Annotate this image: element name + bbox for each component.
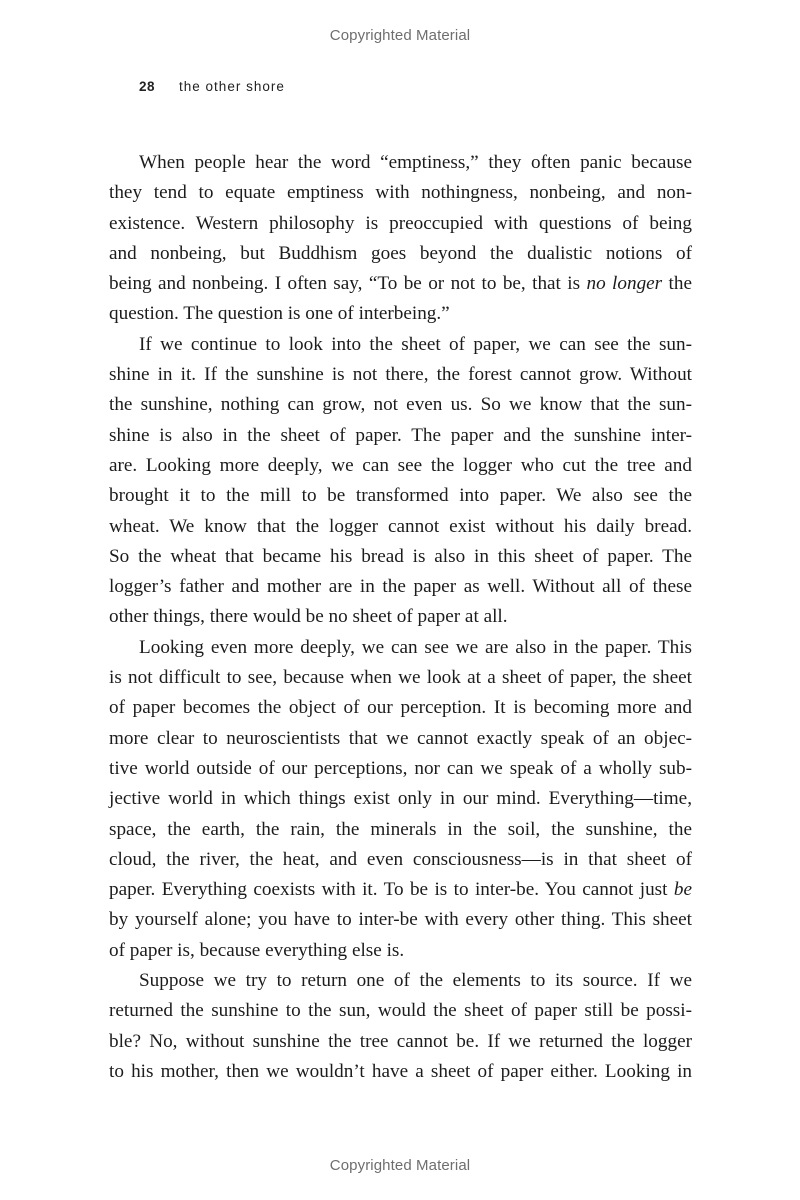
page-number: 28 (139, 79, 156, 94)
text-run: Suppose we try to return one of the elements to its source. If we (139, 970, 692, 992)
text-run: being and nonbeing. I often say, “To be or not to be, that is (109, 273, 587, 295)
text-run: brought it to the mill to be transformed into paper. We also see the (109, 485, 692, 507)
text-run: and nonbeing, but Buddhism goes beyond the dualistic notions of (109, 242, 692, 264)
text-line (109, 905, 692, 935)
text-run: ble? No, without sunshine the tree cannot be. If we returned the logger (109, 1030, 692, 1052)
text-line (109, 602, 692, 632)
text-run: are. Looking more deeply, we can see the logger who cut the tree and (109, 454, 692, 476)
paragraph (109, 966, 692, 1087)
text-run: existence. Western philosophy is preoccupied with questions of being (109, 212, 692, 234)
text-line (109, 178, 692, 208)
text-line (109, 421, 692, 451)
text-run: shine in it. If the sunshine is not there, the forest cannot grow. Without (109, 364, 692, 386)
text-run: cloud, the river, the heat, and even consciousness—is in that sheet of (109, 848, 692, 870)
text-run: the (662, 273, 692, 295)
text-line (109, 845, 692, 875)
paragraph (109, 330, 692, 633)
text-line (109, 390, 692, 420)
text-line (109, 693, 692, 723)
book-title: the other shore (179, 79, 285, 94)
text-line (109, 209, 692, 239)
text-line (109, 451, 692, 481)
text-run: If we continue to look into the sheet of paper, we can see the sun- (139, 333, 692, 355)
text-line (109, 815, 692, 845)
copyright-watermark-top: Copyrighted Material (329, 27, 471, 44)
text-run: they tend to equate emptiness with nothingness, nonbeing, and non- (109, 182, 692, 204)
text-line (109, 875, 692, 905)
text-line (109, 996, 692, 1026)
text-line (109, 269, 692, 299)
text-run: to his mother, then we wouldn’t have a sheet of paper either. Looking in (109, 1060, 692, 1082)
text-line (109, 512, 692, 542)
text-run: space, the earth, the rain, the minerals in the soil, the sunshine, the (109, 818, 692, 840)
text-run: other things, there would be no sheet of paper at all. (109, 606, 508, 628)
text-line (109, 1057, 692, 1087)
paragraph (109, 148, 692, 330)
text-run: more clear to neuroscientists that we cannot exactly speak of an objec- (109, 727, 692, 749)
text-line (109, 724, 692, 754)
text-run: the sunshine, nothing can grow, not even us. So we know that the sun- (109, 394, 692, 416)
text-run: jective world in which things exist only in our mind. Everything—time, (109, 788, 692, 810)
text-line (109, 481, 692, 511)
text-run: tive world outside of our perceptions, nor can we speak of a wholly sub- (109, 757, 692, 779)
text-line (109, 239, 692, 269)
text-line (109, 299, 692, 329)
text-line (109, 936, 692, 966)
text-line (109, 148, 692, 178)
italic-text: be (673, 879, 692, 901)
text-line (109, 633, 692, 663)
text-line (109, 572, 692, 602)
text-run: Looking even more deeply, we can see we are also in the paper. This (139, 636, 692, 658)
running-head (139, 79, 285, 94)
text-line (109, 542, 692, 572)
text-run: of paper is, because everything else is. (109, 939, 405, 961)
text-line (109, 663, 692, 693)
text-line (109, 966, 692, 996)
text-run: shine is also in the sheet of paper. The paper and the sunshine inter- (109, 424, 692, 446)
body-text (109, 148, 692, 1087)
text-run: When people hear the word “emptiness,” they often panic because (139, 152, 692, 173)
text-line (109, 1027, 692, 1057)
text-run: wheat. We know that the logger cannot exist without his daily bread. (109, 515, 692, 537)
italic-text: no longer (586, 273, 663, 295)
text-line (109, 360, 692, 390)
text-run: logger’s father and mother are in the paper as well. Without all of these (109, 576, 692, 598)
text-run: So the wheat that became his bread is also in this sheet of paper. The (109, 545, 692, 567)
text-run: returned the sunshine to the sun, would the sheet of paper still be possi- (109, 1000, 692, 1022)
text-run: question. The question is one of interbeing.” (109, 303, 450, 325)
text-run: paper. Everything coexists with it. To be is to inter-be. You cannot just (109, 879, 674, 901)
text-run: is not difficult to see, because when we look at a sheet of paper, the sheet (109, 667, 692, 689)
copyright-watermark-bottom: Copyrighted Material (329, 1157, 471, 1174)
paragraph (109, 633, 692, 966)
text-line (109, 754, 692, 784)
text-line (109, 330, 692, 360)
text-run: of paper becomes the object of our perception. It is becoming more and (109, 697, 692, 719)
text-run: by yourself alone; you have to inter-be with every other thing. This sheet (109, 909, 692, 931)
text-line (109, 784, 692, 814)
